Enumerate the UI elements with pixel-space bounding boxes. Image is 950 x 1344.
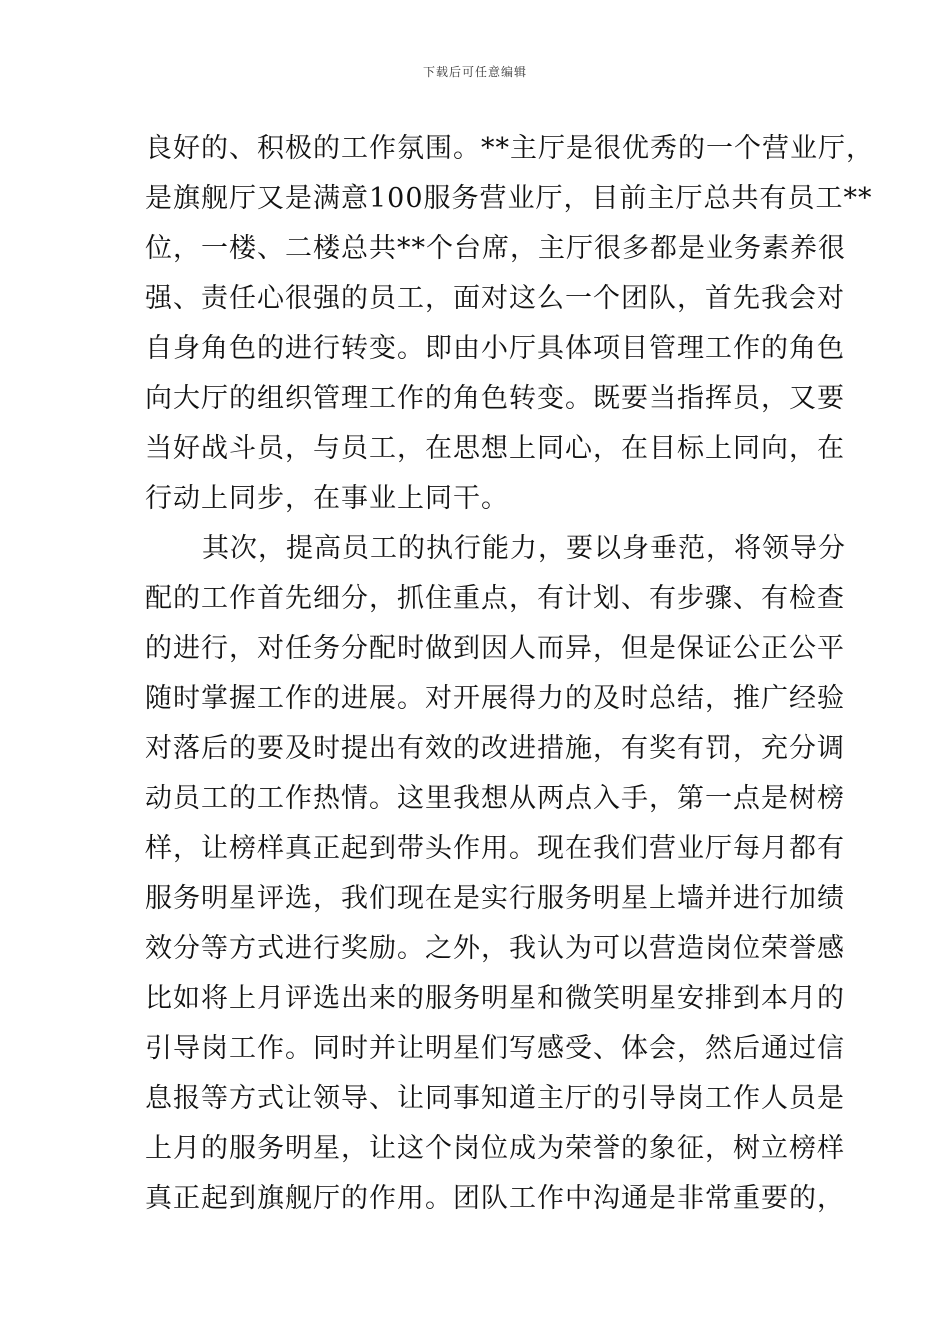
- body-line: 效分等方式进行奖励。之外，我认为可以营造岗位荣誉感: [145, 933, 845, 964]
- body-line: 上月的服务明星，让这个岗位成为荣誉的象征，树立榜样: [145, 1133, 845, 1164]
- body-line: 对落后的要及时提出有效的改进措施，有奖有罚，充分调: [145, 733, 845, 764]
- body-line: 是旗舰厅又是满意100服务营业厅，目前主厅总共有员工**: [145, 183, 873, 214]
- page-header: 下载后可任意编辑: [422, 65, 527, 79]
- body-line: 比如将上月评选出来的服务明星和微笑明星安排到本月的: [145, 983, 845, 1014]
- body-line: 位，一楼、二楼总共**个台席，主厅很多都是业务素养很: [145, 233, 846, 264]
- body-line: 强、责任心很强的员工，面对这么一个团队，首先我会对: [145, 283, 845, 314]
- body-line: 的进行，对任务分配时做到因人而异，但是保证公正公平: [145, 633, 845, 664]
- body-line: 真正起到旗舰厅的作用。团队工作中沟通是非常重要的，: [145, 1183, 845, 1214]
- body-line: 向大厅的组织管理工作的角色转变。既要当指挥员，又要: [145, 383, 845, 414]
- body-line: 样，让榜样真正起到带头作用。现在我们营业厅每月都有: [145, 833, 845, 864]
- body-line: 息报等方式让领导、让同事知道主厅的引导岗工作人员是: [145, 1083, 845, 1114]
- body-line: 自身角色的进行转变。即由小厅具体项目管理工作的角色: [145, 333, 845, 364]
- body-line: 配的工作首先细分，抓住重点，有计划、有步骤、有检查: [145, 583, 845, 614]
- body-line: 服务明星评选，我们现在是实行服务明星上墙并进行加绩: [145, 883, 845, 914]
- body-line: 动员工的工作热情。这里我想从两点入手，第一点是树榜: [145, 783, 845, 814]
- body-line: 当好战斗员，与员工，在思想上同心，在目标上同向，在: [145, 433, 845, 464]
- body-line: 良好的、积极的工作氛围。**主厅是很优秀的一个营业厅，: [145, 133, 874, 164]
- paragraph-first-line: 其次，提高员工的执行能力，要以身垂范，将领导分: [202, 533, 846, 564]
- body-line: 随时掌握工作的进展。对开展得力的及时总结，推广经验: [145, 683, 845, 714]
- body-line: 行动上同步，在事业上同干。: [145, 483, 509, 514]
- body-line: 引导岗工作。同时并让明星们写感受、体会，然后通过信: [145, 1033, 845, 1064]
